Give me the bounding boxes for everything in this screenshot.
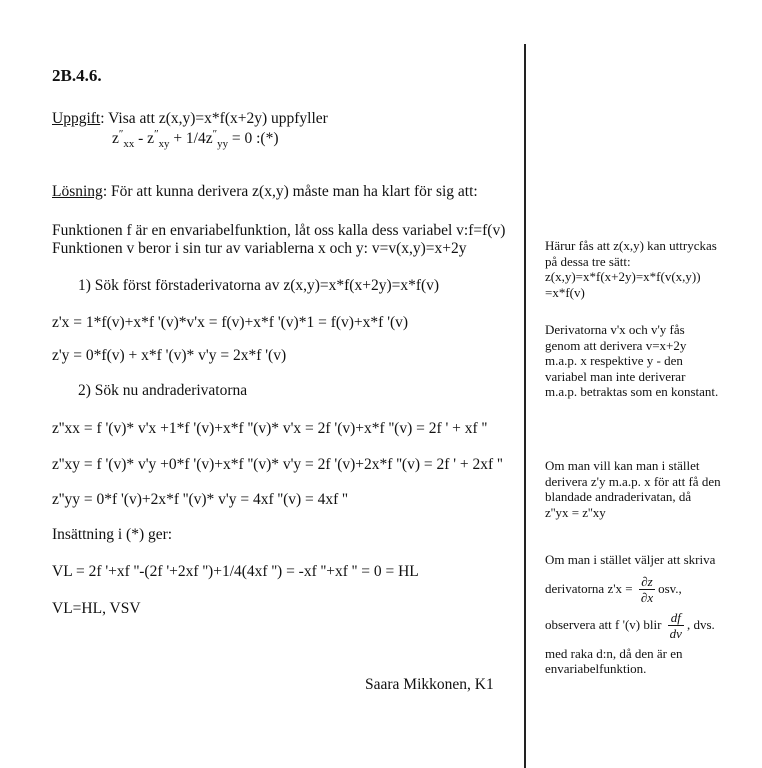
eq-sub-xx: xx: [123, 138, 135, 151]
note-2-line: m.a.p. betraktas som en konstant.: [545, 384, 719, 399]
note-4: [545, 552, 715, 677]
eq-mid-2: + 1/4z: [169, 130, 213, 147]
note-4-text: observera att f '(v) blir: [545, 616, 665, 632]
eq-mid-1: - z: [134, 130, 155, 147]
para-line-1: Funktionen f är en envariabelfunktion, låt oss kalla dess variabel v:f=f(v): [52, 222, 506, 239]
task-label: Uppgift: [52, 110, 101, 127]
insert-text: Insättning i (*) ger:: [52, 526, 173, 543]
note-4-text: osv.,: [658, 580, 682, 596]
vsv: VL=HL, VSV: [52, 600, 141, 617]
step1: 1) Sök först förstaderivatorna av z(x,y)=x*f(x+2y)=x*f(v): [78, 277, 440, 294]
note-2-line: m.a.p. x respektive y - den: [545, 353, 683, 368]
step2: 2) Sök nu andraderivatorna: [78, 382, 248, 399]
task-line: [52, 110, 328, 128]
eq-zx: z'x = 1*f(v)+x*f '(v)*v'x = f(v)+x*f '(v)*1 = f(v)+x*f '(v): [52, 314, 409, 331]
eq-zxy: z''xy = f '(v)* v'y +0*f '(v)+x*f ''(v)* v'y = 2f '(v)+2x*f ''(v) = 2f ' + 2xf '': [52, 456, 503, 473]
frac-den: ∂x: [640, 590, 654, 605]
note-4-text: , dvs.: [686, 616, 715, 632]
eq-end: = 0 :(*): [228, 130, 279, 147]
note-3-line: Om man vill kan man i stället: [545, 458, 700, 473]
partial-fraction: [639, 574, 655, 606]
note-1-line: på dessa tre sätt:: [545, 253, 631, 269]
solution-label: Lösning: [52, 183, 103, 200]
eq-z: z: [112, 130, 119, 147]
solution-line: [52, 183, 478, 201]
eq-sub-yy: yy: [217, 138, 228, 151]
eq-zyy: z''yy = 0*f '(v)+2x*f ''(v)* v'y = 4xf ''(v) = 4xf '': [52, 491, 348, 508]
author: Saara Mikkonen, K1: [365, 676, 494, 693]
note-2-line: variabel man inte deriverar: [545, 368, 686, 384]
eq-zxx: z''xx = f '(v)* v'x +1*f '(v)+x*f ''(v)* v'x = 2f '(v)+x*f ''(v) = 2f ' + xf '': [52, 420, 488, 437]
eq-sub-xy: xy: [158, 138, 170, 151]
task-text: : Visa att z(x,y)=x*f(x+2y) uppfyller: [100, 110, 328, 127]
note-4-frac-line: [545, 574, 715, 606]
note-3-line: blandade andraderivatan, då: [545, 489, 692, 504]
note-1-line: z(x,y)=x*f(x+2y)=x*f(v(x,y)): [545, 269, 701, 284]
note-2-line: genom att derivera v=x+2y: [545, 337, 687, 353]
eq-zy: z'y = 0*f(v) + x*f '(v)* v'y = 2x*f '(v): [52, 347, 287, 364]
note-3-line: z''yx = z''xy: [545, 504, 606, 520]
derivative-fraction: [668, 610, 684, 642]
frac-den: dv: [669, 626, 682, 641]
note-4-frac-line-2: [545, 610, 715, 642]
note-2: [545, 322, 718, 400]
note-4-line: med raka d:n, då den är en: [545, 645, 683, 661]
frac-num: df: [668, 610, 684, 627]
note-3-line: derivera z'y m.a.p. x för att få den: [545, 473, 721, 489]
para-line-2: Funktionen v beror i sin tur av variablerna x och y: v=v(x,y)=x+2y: [52, 240, 467, 257]
note-1-line: Härur fås att z(x,y) kan uttryckas: [545, 238, 717, 253]
note-4-line: Om man i stället väljer att skriva: [545, 552, 716, 567]
vl-eq: VL = 2f '+xf ''-(2f '+2xf '')+1/4(4xf '') = -xf ''+xf '' = 0 = HL: [52, 563, 419, 580]
note-4-text: derivatorna z'x =: [545, 580, 636, 596]
note-2-line: Derivatorna v'x och v'y fås: [545, 322, 685, 337]
vertical-divider: [524, 44, 526, 768]
note-4-line: envariabelfunktion.: [545, 661, 647, 676]
eq-prime-1: ″: [118, 127, 124, 140]
page-title: 2B.4.6.: [52, 66, 102, 85]
task-equation: [112, 127, 279, 151]
note-1: [545, 238, 717, 300]
note-3: [545, 458, 721, 520]
solution-text: : För att kunna derivera z(x,y) måste man ha klart för sig att:: [102, 183, 478, 200]
note-1-line: =x*f(v): [545, 284, 585, 300]
frac-num: ∂z: [639, 574, 655, 591]
eq-prime-3: ″: [212, 127, 218, 140]
eq-prime-2: ″: [154, 127, 159, 140]
